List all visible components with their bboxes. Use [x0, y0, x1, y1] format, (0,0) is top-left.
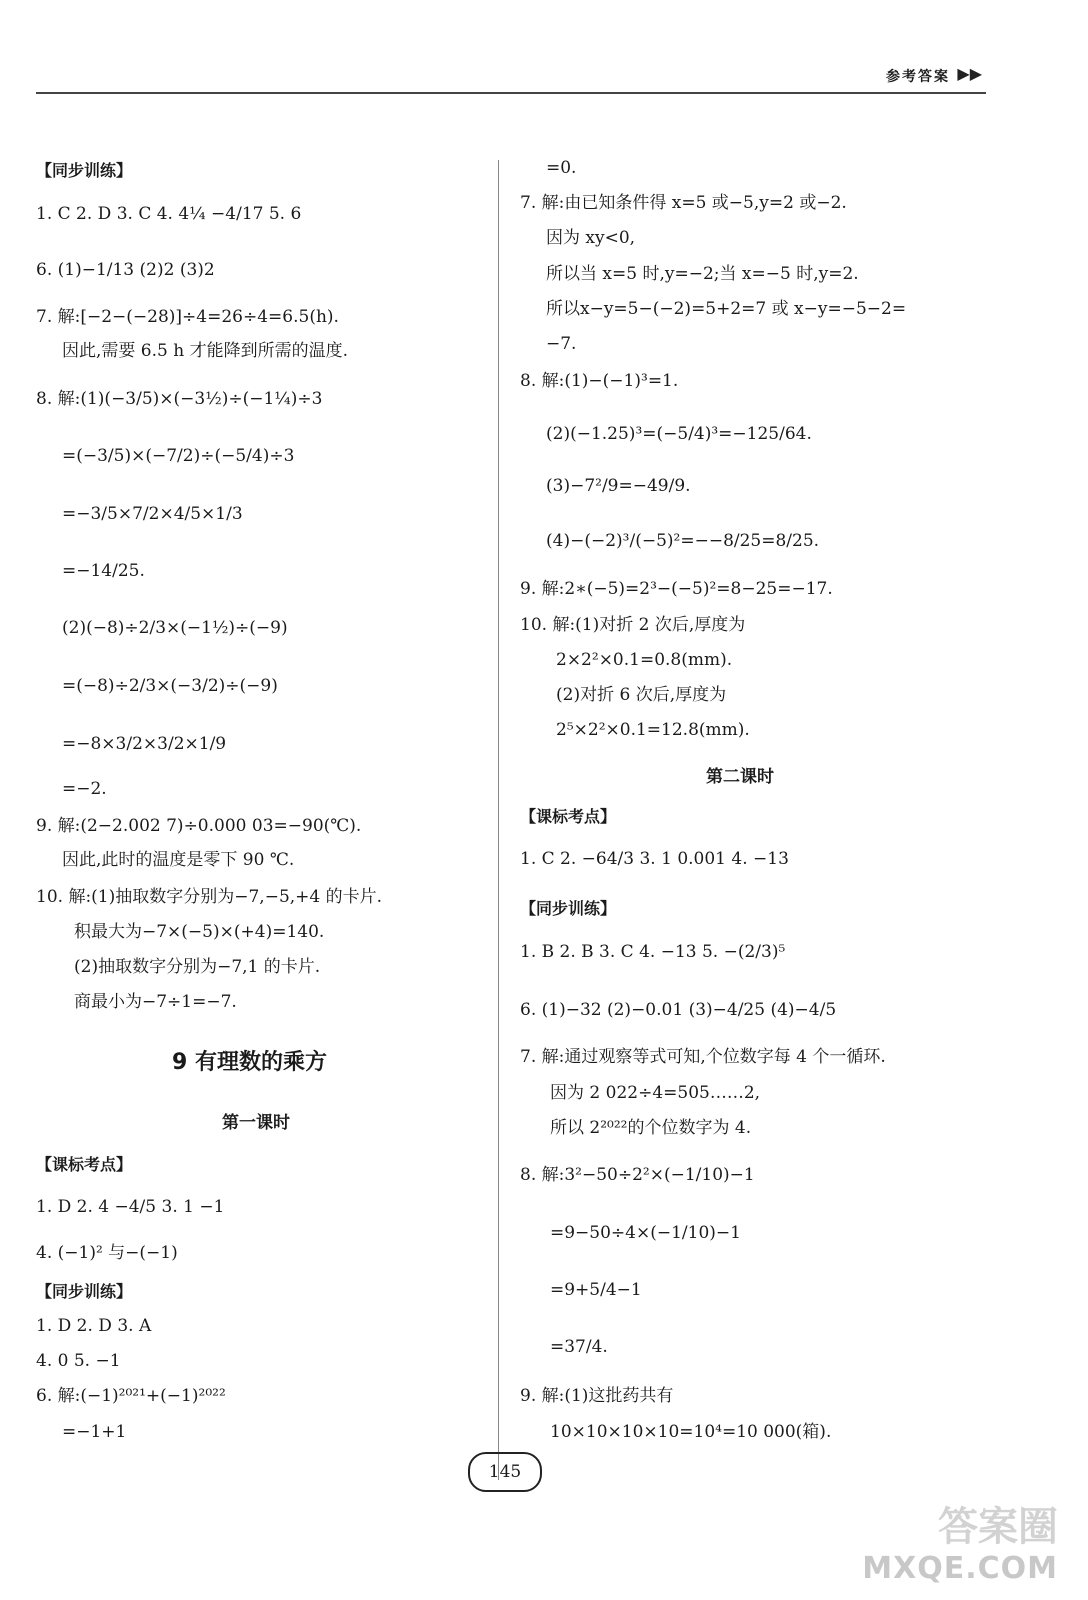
arrow-icon: ▶▶	[957, 64, 982, 83]
answer-line: 2×2²×0.1=0.8(mm).	[556, 650, 733, 670]
answer-line: 4. 0 5. −1	[36, 1351, 121, 1371]
answer-line: 商最小为−7÷1=−7.	[74, 992, 237, 1012]
answer-line: 8. 解:(1)−(−1)³=1.	[520, 371, 679, 391]
answer-line: 因此,需要 6.5 h 才能降到所需的温度.	[62, 341, 349, 361]
answer-line: 1. D 2. 4 −4/5 3. 1 −1	[36, 1197, 225, 1217]
lesson-title: 第二课时	[706, 767, 774, 787]
answer-line: 因为 2 022÷4=505……2,	[550, 1083, 761, 1103]
answer-line: =0.	[546, 158, 577, 178]
answer-line: 8. 解:(1)(−3/5)×(−3½)÷(−1¼)÷3	[36, 389, 323, 409]
answer-line: (3)−7²/9=−49/9.	[546, 476, 691, 496]
answer-line: 因此,此时的温度是零下 90 ℃.	[62, 850, 295, 870]
answer-line: =9−50÷4×(−1/10)−1	[550, 1223, 741, 1243]
answer-line: =(−3/5)×(−7/2)÷(−5/4)÷3	[62, 446, 295, 466]
answer-line: 9. 解:(2−2.002 7)÷0.000 03=−90(℃).	[36, 816, 362, 836]
answer-line: 所以当 x=5 时,y=−2;当 x=−5 时,y=2.	[546, 264, 859, 284]
page-header	[36, 60, 986, 94]
answer-line: =−2.	[62, 779, 107, 799]
answer-line: =9+5/4−1	[550, 1280, 642, 1300]
answer-line: 7. 解:由已知条件得 x=5 或−5,y=2 或−2.	[520, 193, 847, 213]
answer-line: =−14/25.	[62, 561, 145, 581]
section-heading: 【课标考点】	[36, 1155, 133, 1174]
section-heading: 【同步训练】	[36, 1282, 133, 1301]
section-heading: 【课标考点】	[520, 807, 617, 826]
lesson-title: 第一课时	[222, 1113, 290, 1133]
answer-line: (2)对折 6 次后,厚度为	[556, 685, 727, 705]
answer-line: 9. 解:2∗(−5)=2³−(−5)²=8−25=−17.	[520, 579, 833, 599]
answer-line: 6. (1)−32 (2)−0.01 (3)−4/25 (4)−4/5	[520, 1000, 837, 1020]
answer-line: 1. D 2. D 3. A	[36, 1316, 152, 1336]
answer-line: 1. C 2. −64/3 3. 1 0.001 4. −13	[520, 849, 789, 869]
column-divider	[498, 160, 499, 1480]
answer-line: 10. 解:(1)对折 2 次后,厚度为	[520, 615, 746, 635]
answer-line: =−3/5×7/2×4/5×1/3	[62, 504, 243, 524]
answer-line: 7. 解:[−2−(−28)]÷4=26÷4=6.5(h).	[36, 307, 339, 327]
answer-line: (2)(−1.25)³=(−5/4)³=−125/64.	[546, 424, 812, 444]
answer-line: 9. 解:(1)这批药共有	[520, 1386, 674, 1406]
page-number: 145	[468, 1452, 542, 1492]
answer-line: 10×10×10×10=10⁴=10 000(箱).	[550, 1422, 832, 1442]
chapter-title: 9 有理数的乘方	[172, 1050, 327, 1075]
answer-line: =(−8)÷2/3×(−3/2)÷(−9)	[62, 676, 278, 696]
answer-line: =37/4.	[550, 1337, 608, 1357]
answer-line: 所以 2²⁰²²的个位数字为 4.	[550, 1118, 752, 1138]
answer-line: 1. C 2. D 3. C 4. 4¼ −4/17 5. 6	[36, 204, 302, 224]
watermark-url: MXQE.COM	[862, 1551, 1058, 1586]
answer-line: 积最大为−7×(−5)×(+4)=140.	[74, 922, 325, 942]
answer-line: =−8×3/2×3/2×1/9	[62, 734, 227, 754]
answer-line: 7. 解:通过观察等式可知,个位数字每 4 个一循环.	[520, 1047, 886, 1067]
answer-line: (2)抽取数字分别为−7,1 的卡片.	[74, 957, 321, 977]
answer-line: 1. B 2. B 3. C 4. −13 5. −(2/3)⁵	[520, 942, 786, 962]
section-heading: 【同步训练】	[36, 161, 133, 180]
answer-line: (4)−(−2)³/(−5)²=−−8/25=8/25.	[546, 531, 820, 551]
answer-line: 10. 解:(1)抽取数字分别为−7,−5,+4 的卡片.	[36, 887, 383, 907]
answer-line: −7.	[546, 334, 577, 354]
answer-line: (2)(−8)÷2/3×(−1½)÷(−9)	[62, 618, 288, 638]
answer-line: 因为 xy<0,	[546, 228, 636, 248]
answer-line: 6. (1)−1/13 (2)2 (3)2	[36, 260, 215, 280]
answer-line: 所以x−y=5−(−2)=5+2=7 或 x−y=−5−2=	[546, 299, 907, 319]
header-label: 参考答案	[886, 69, 950, 85]
answer-line: 4. (−1)² 与−(−1)	[36, 1243, 178, 1263]
answer-line: =−1+1	[62, 1422, 127, 1442]
section-heading: 【同步训练】	[520, 899, 617, 918]
answer-line: 2⁵×2²×0.1=12.8(mm).	[556, 720, 750, 740]
answer-line: 8. 解:3²−50÷2²×(−1/10)−1	[520, 1165, 755, 1185]
answer-line: 6. 解:(−1)²⁰²¹+(−1)²⁰²²	[36, 1386, 226, 1406]
watermark-logo: 答案圈	[938, 1504, 1058, 1550]
